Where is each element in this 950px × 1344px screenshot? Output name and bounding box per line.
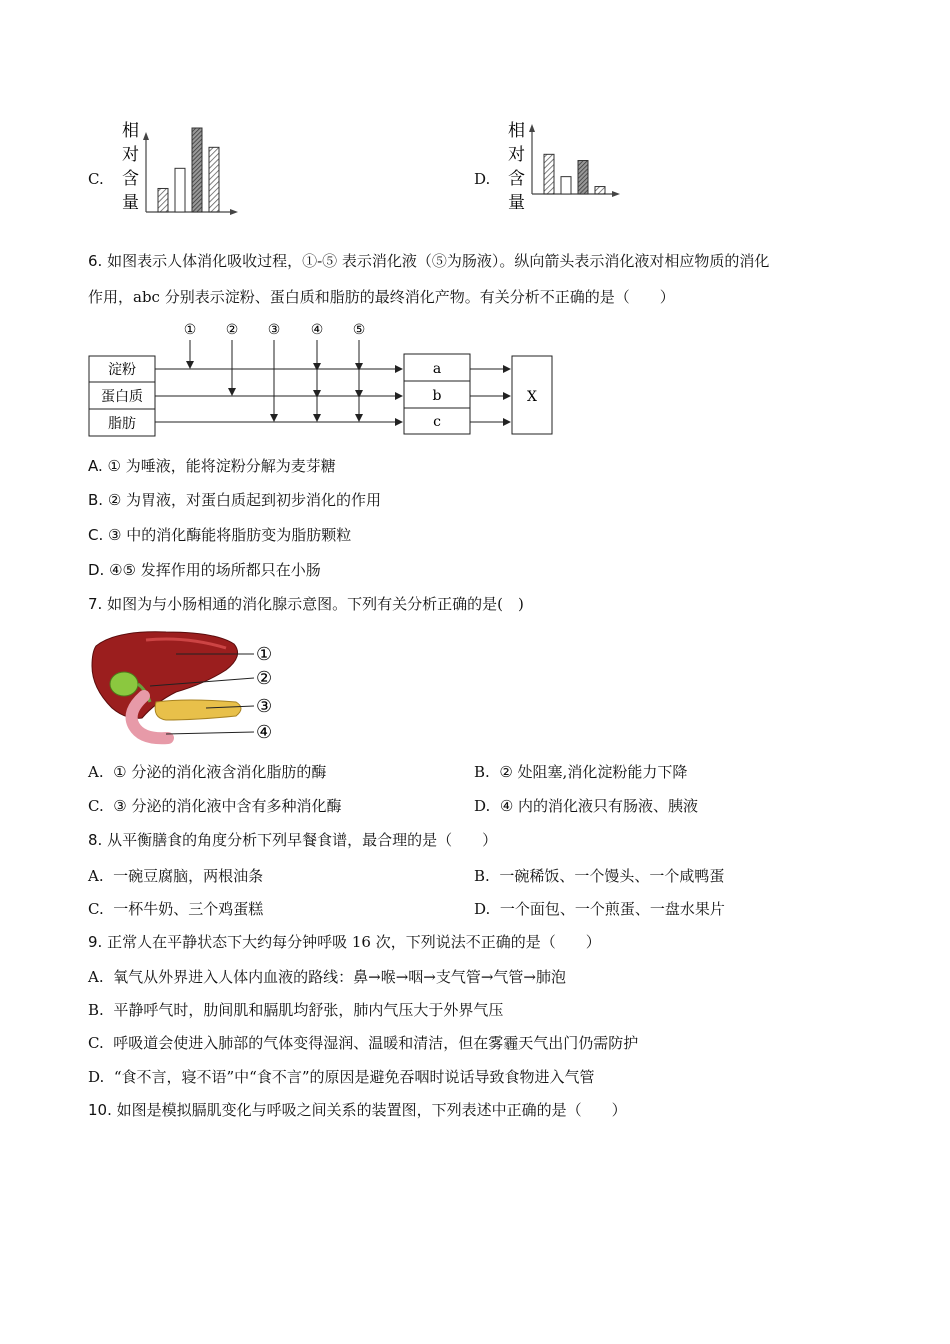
bar (158, 188, 168, 212)
product-c: c (433, 414, 441, 430)
question-number: 6. (88, 252, 103, 270)
chart-d-ylabel (508, 121, 525, 213)
question-7: 7. 如图为与小肠相通的消化腺示意图。下列有关分析正确的是( ) (88, 595, 524, 613)
q9-option-a: A. 氧气从外界进入人体内血液的路线：鼻→喉→咽→支气管→气管→肺泡 (88, 968, 567, 986)
result-x: X (527, 389, 537, 405)
ylabel-char: 对 (122, 145, 139, 165)
chart-d (498, 118, 628, 218)
digestive-juice-5: ⑤ (352, 322, 366, 338)
substance-fat: 脂肪 (108, 416, 136, 432)
digestion-diagram (86, 316, 558, 440)
digestive-juice-1: ① (183, 322, 197, 338)
bar (595, 187, 605, 194)
digestive-juice-4: ④ (310, 322, 324, 338)
bar (561, 177, 571, 194)
question-6-line2: 作用，abc 分别表示淀粉、蛋白质和脂肪的最终消化产物。有关分析不正确的是（ ） (88, 288, 675, 306)
bar (175, 168, 185, 212)
q8-option-a: A. 一碗豆腐脑，两根油条 (88, 867, 264, 885)
q7-option-a: A. ① 分泌的消化液含消化脂肪的酶 (88, 763, 327, 781)
digestive-juice-2: ② (225, 322, 239, 338)
question-10: 10. 如图是模拟膈肌变化与呼吸之间关系的装置图，下列表述中正确的是（ ） (88, 1101, 627, 1119)
ylabel-char: 含 (508, 169, 525, 189)
question-8: 8. 从平衡膳食的角度分析下列早餐食谱，最合理的是（ ） (88, 831, 498, 849)
ylabel-char: 相 (508, 121, 525, 141)
question-6-line1: 6. 如图表示人体消化吸收过程，①-⑤ 表示消化液（⑤为肠液）。纵向箭头表示消化液对相应物质的消化 (88, 252, 770, 270)
digestive-gland-diagram (86, 626, 286, 748)
q9-option-c: C. 呼吸道会使进入肺部的气体变得湿润、温暖和清洁，但在雾霾天气出门仍需防护 (88, 1034, 639, 1052)
bar (209, 147, 219, 212)
substance-protein: 蛋白质 (101, 389, 143, 405)
q8-option-b: B. 一碗稀饭、一个馒头、一个咸鸭蛋 (474, 867, 725, 885)
chart-c (112, 118, 242, 218)
q6-option-c: C. ③ 中的消化酶能将脂肪变为脂肪颗粒 (88, 526, 352, 544)
q7-option-d: D. ④ 内的消化液只有肠液、胰液 (474, 797, 699, 815)
label-2: ② (256, 668, 273, 689)
q6-option-b: B. ② 为胃液，对蛋白质起到初步消化的作用 (88, 491, 382, 509)
y-axis-arrow (143, 132, 149, 140)
bar (578, 161, 588, 194)
option-c-label: C. (88, 170, 104, 188)
question-9: 9. 正常人在平静状态下大约每分钟呼吸 16 次，下列说法不正确的是（ ） (88, 933, 601, 951)
q6-option-d: D. ④⑤ 发挥作用的场所都只在小肠 (88, 561, 321, 579)
question-number: 9. (88, 933, 103, 951)
q7-option-c: C. ③ 分泌的消化液中含有多种消化酶 (88, 797, 342, 815)
q6-option-a: A. ① 为唾液，能将淀粉分解为麦芽糖 (88, 457, 336, 475)
chart-c-ylabel (122, 121, 139, 213)
pancreas-icon (155, 700, 241, 720)
q8-option-d: D. 一个面包、一个煎蛋、一盘水果片 (474, 900, 725, 918)
ylabel-char: 量 (122, 193, 139, 213)
digestive-juice-3: ③ (267, 322, 281, 338)
product-a: a (432, 361, 442, 377)
option-d-label: D. (474, 170, 491, 188)
bar (192, 128, 202, 212)
y-axis-arrow (529, 124, 535, 132)
label-4: ④ (256, 722, 273, 743)
substance-starch: 淀粉 (108, 362, 136, 378)
q8-option-c: C. 一杯牛奶、三个鸡蛋糕 (88, 900, 264, 918)
question-number: 8. (88, 831, 103, 849)
q7-option-b: B. ② 处阻塞,消化淀粉能力下降 (474, 763, 688, 781)
bar (544, 154, 554, 194)
product-b: b (432, 388, 442, 404)
ylabel-char: 对 (508, 145, 525, 165)
ylabel-char: 含 (122, 169, 139, 189)
x-axis-arrow (612, 191, 620, 197)
x-axis-arrow (230, 209, 238, 215)
ylabel-char: 量 (508, 193, 525, 213)
q9-option-d: D. “食不言，寝不语”中“食不言”的原因是避免吞咽时说话导致食物进入气管 (88, 1068, 595, 1086)
gallbladder-icon (110, 672, 138, 696)
question-number: 7. (88, 595, 103, 613)
q9-option-b: B. 平静呼气时，肋间肌和膈肌均舒张，肺内气压大于外界气压 (88, 1001, 504, 1019)
ylabel-char: 相 (122, 121, 139, 141)
question-number: 10. (88, 1101, 112, 1119)
label-1: ① (256, 644, 273, 665)
label-3: ③ (256, 696, 273, 717)
